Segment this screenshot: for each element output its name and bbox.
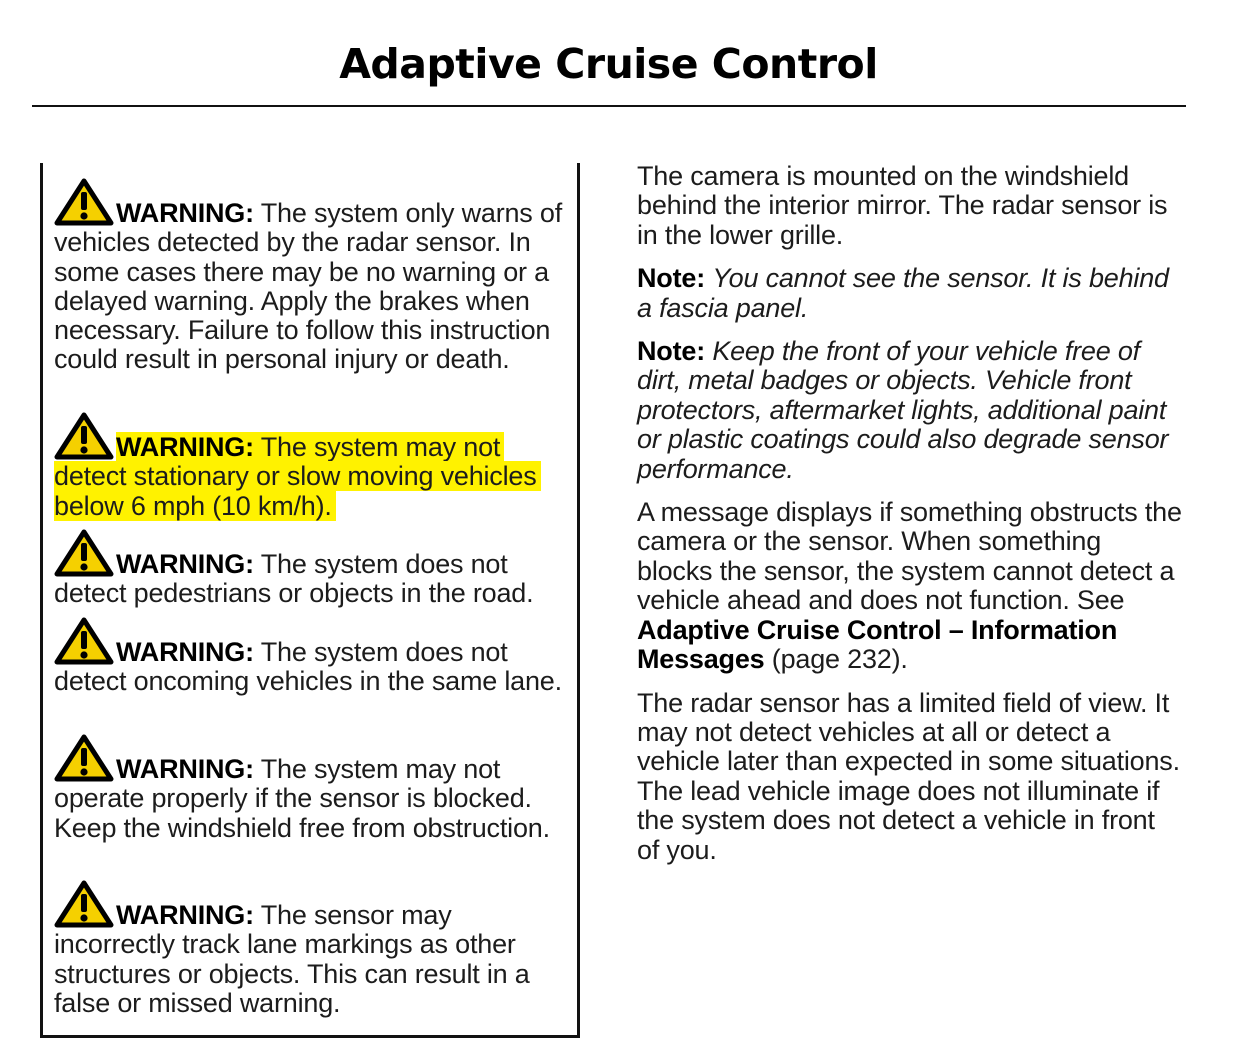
- page-title: Adaptive Cruise Control: [339, 40, 878, 88]
- warning-text: The system does not detect pedestrians or objects in the road.: [54, 549, 534, 609]
- warning-block-highlighted: [54, 412, 574, 521]
- highlighted-text: [54, 432, 541, 521]
- warning-triangle-icon: [54, 529, 114, 577]
- warning-triangle-icon: [54, 412, 114, 460]
- camera-mount-paragraph: The camera is mounted on the windshield behind the interior mirror. The radar sensor is in the lower grille.: [637, 161, 1168, 250]
- warning-block: [54, 617, 574, 697]
- note-label: Note:: [637, 336, 705, 367]
- warning-text: The system may not operate properly if the sensor is blocked. Keep the windshield free from obstruction.: [54, 754, 550, 843]
- warning-text: The sensor may incorrectly track lane markings as other structures or objects. This can result in a false or missed warning.: [54, 900, 530, 1018]
- field-of-view-paragraph: The radar sensor has a limited field of view. It may not detect vehicles at all or detect a vehicle later than expected in some situations. The lead vehicle image does not illuminate if the system does not detect a vehicle in front of you.: [637, 687, 1180, 865]
- warning-text: The system does not detect oncoming vehicles in the same lane.: [54, 637, 562, 697]
- warning-block: [54, 178, 574, 375]
- obstruction-paragraph: [637, 498, 1182, 674]
- warning-block: [54, 529, 574, 609]
- obstruction-text: A message displays if something obstructs the camera or the sensor. When something blocks the sensor, the system cannot detect a vehicle ahead and does not function. See: [637, 497, 1182, 616]
- note-text: Keep the front of your vehicle free of dirt, metal badges or objects. Vehicle front protectors, aftermarket lights, additional paint or plastic coatings could also degrade sensor performance.: [637, 336, 1169, 484]
- warning-text: The system may not detect stationary or slow moving vehicles below 6 mph (10 km/h).: [54, 432, 537, 521]
- warning-label: WARNING:: [116, 754, 254, 784]
- right-column: [637, 162, 1182, 879]
- warning-text: The system only warns of vehicles detected by the radar sensor. In some cases there may be no warning or a delayed warning. Apply the brakes when necessary. Failure to follow this instruction could result in personal injury or death.: [54, 198, 563, 375]
- cross-reference-link[interactable]: Adaptive Cruise Control – Information Messages: [637, 614, 1118, 675]
- note-paragraph: [637, 264, 1182, 323]
- warning-triangle-icon: [54, 880, 114, 928]
- warning-triangle-icon: [54, 178, 114, 226]
- warning-label: WARNING:: [116, 637, 254, 667]
- note-paragraph: [637, 337, 1182, 484]
- warning-label: WARNING:: [116, 900, 254, 930]
- warning-triangle-icon: [54, 734, 114, 782]
- page-reference: (page 232).: [764, 644, 908, 675]
- warning-triangle-icon: [54, 617, 114, 665]
- warning-block: [54, 880, 574, 1018]
- warning-block: [54, 734, 574, 843]
- warning-label: WARNING:: [116, 432, 254, 462]
- title-divider: [32, 105, 1186, 107]
- note-label: Note:: [637, 263, 705, 294]
- note-text: You cannot see the sensor. It is behind a fascia panel.: [637, 263, 1169, 323]
- warning-label: WARNING:: [116, 198, 254, 228]
- warning-label: WARNING:: [116, 549, 254, 579]
